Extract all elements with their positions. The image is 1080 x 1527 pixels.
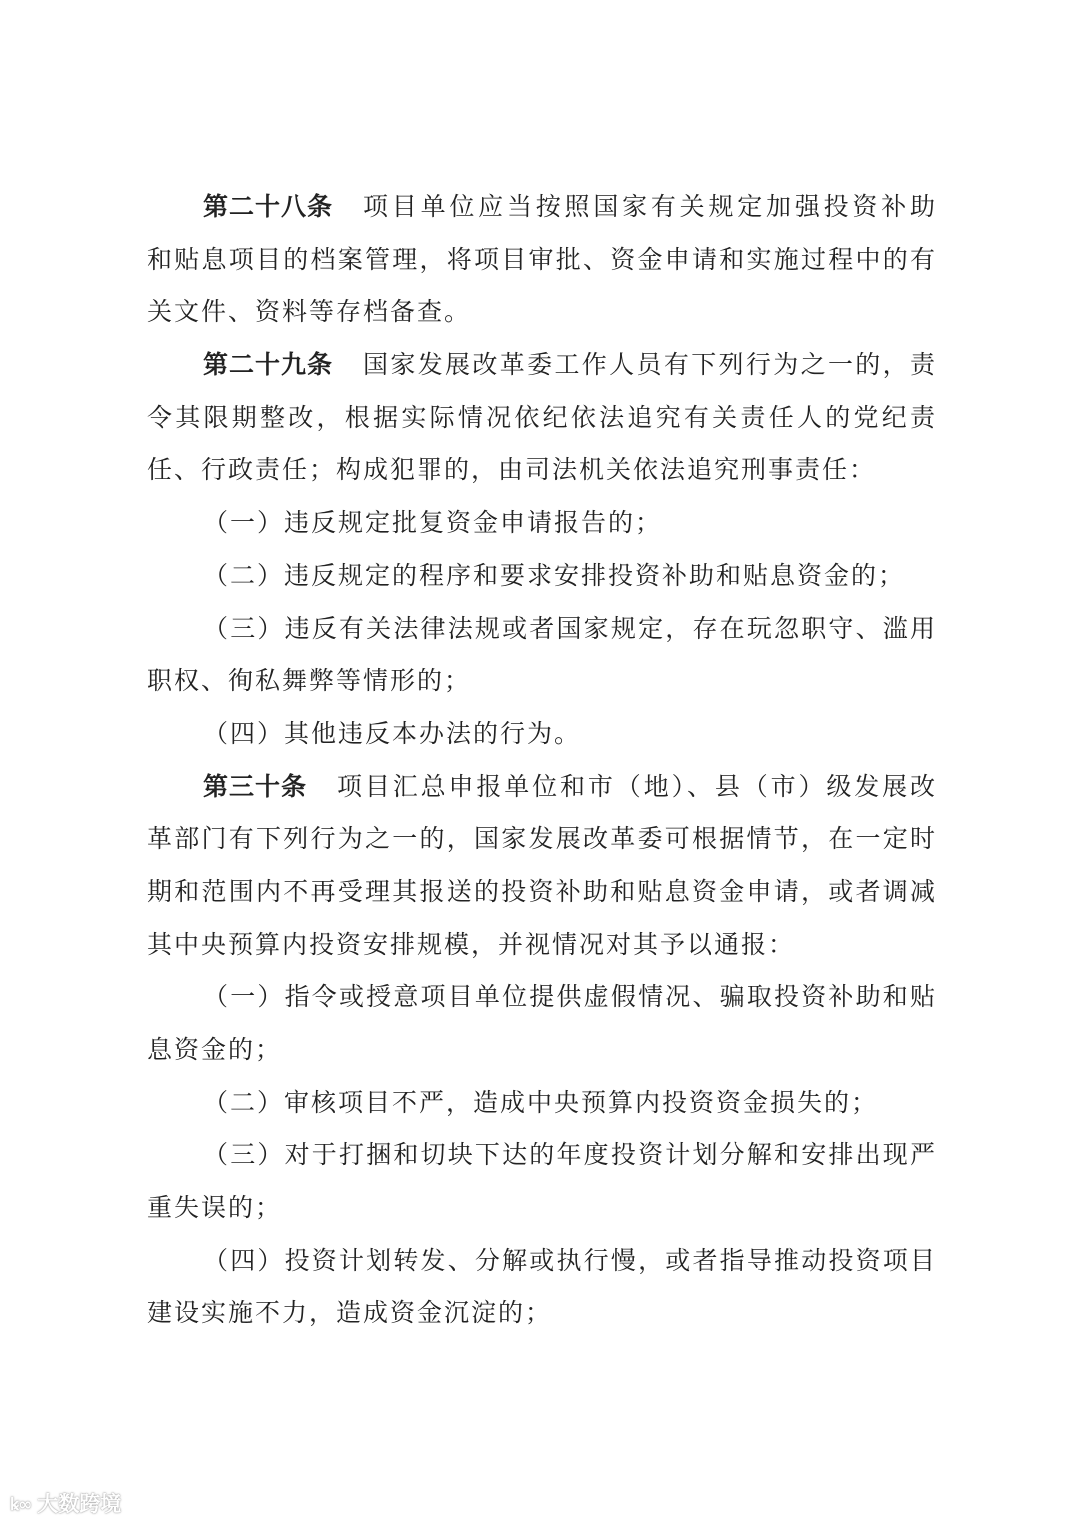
line-text: 任、行政责任；构成犯罪的，由司法机关依法追究刑事责任： xyxy=(147,455,877,485)
line-text: （一）违反规定批复资金申请报告的； xyxy=(203,508,663,538)
article-number: 第三十条 xyxy=(203,771,308,801)
watermark xyxy=(10,1488,121,1518)
text-line xyxy=(147,1182,935,1235)
line-text: 其中央预算内投资安排规模，并视情况对其予以通报： xyxy=(147,929,796,959)
text-line xyxy=(147,813,935,866)
text-line xyxy=(147,603,935,656)
text-line xyxy=(147,971,935,1024)
line-text: 和贴息项目的档案管理，将项目审批、资金申请和实施过程中的有 xyxy=(147,244,935,274)
text-line xyxy=(147,919,935,972)
text-line xyxy=(147,1235,935,1288)
text-line xyxy=(147,497,935,550)
line-text: （三）对于打捆和切块下达的年度投资计划分解和安排出现严 xyxy=(203,1140,935,1170)
text-line xyxy=(147,286,935,339)
line-text: 项目汇总申报单位和市（地）、县（市）级发展改 xyxy=(337,771,935,801)
text-line xyxy=(147,708,935,761)
document-body xyxy=(147,181,935,1340)
text-line xyxy=(147,444,935,497)
text-line xyxy=(147,1024,935,1077)
line-text: 革部门有下列行为之一的，国家发展改革委可根据情节，在一定时 xyxy=(147,824,935,854)
text-line xyxy=(147,1129,935,1182)
article-number: 第二十九条 xyxy=(203,350,334,380)
line-text: 建设实施不力，造成资金沉淀的； xyxy=(147,1298,553,1328)
line-text: 职权、徇私舞弊等情形的； xyxy=(147,666,472,696)
line-text: （二）审核项目不严，造成中央预算内投资资金损失的； xyxy=(203,1087,879,1117)
text-line xyxy=(147,1287,935,1340)
article-heading-line xyxy=(147,181,935,234)
watermark-logo-icon: ꝃ∞ xyxy=(10,1494,32,1515)
text-line xyxy=(147,550,935,603)
line-text: 令其限期整改，根据实际情况依纪依法追究有关责任人的党纪责 xyxy=(147,402,935,432)
watermark-text: 大数跨境 xyxy=(37,1492,122,1516)
text-line xyxy=(147,866,935,919)
line-text: 息资金的； xyxy=(147,1035,283,1064)
text-line xyxy=(147,234,935,287)
article-heading-line xyxy=(147,761,935,814)
article-heading-line xyxy=(147,339,935,392)
line-text: 项目单位应当按照国家有关规定加强投资补助 xyxy=(363,192,935,221)
line-text: （四）其他违反本办法的行为。 xyxy=(203,718,582,748)
line-text: 重失误的； xyxy=(147,1193,283,1223)
text-line xyxy=(147,655,935,708)
line-text: （一）指令或授意项目单位提供虚假情况、骗取投资补助和贴 xyxy=(203,982,935,1012)
text-line xyxy=(147,392,935,445)
line-text: （四）投资计划转发、分解或执行慢，或者指导推动投资项目 xyxy=(203,1245,935,1275)
line-text: 国家发展改革委工作人员有下列行为之一的，责 xyxy=(363,350,935,380)
line-text: （三）违反有关法律法规或者国家规定，存在玩忽职守、滥用 xyxy=(203,613,935,643)
article-number: 第二十八条 xyxy=(203,192,334,221)
line-text: （二）违反规定的程序和要求安排投资补助和贴息资金的； xyxy=(203,560,906,590)
line-text: 期和范围内不再受理其报送的投资补助和贴息资金申请，或者调减 xyxy=(147,876,935,906)
line-text: 关文件、资料等存档备查。 xyxy=(147,297,472,327)
text-line xyxy=(147,1077,935,1130)
